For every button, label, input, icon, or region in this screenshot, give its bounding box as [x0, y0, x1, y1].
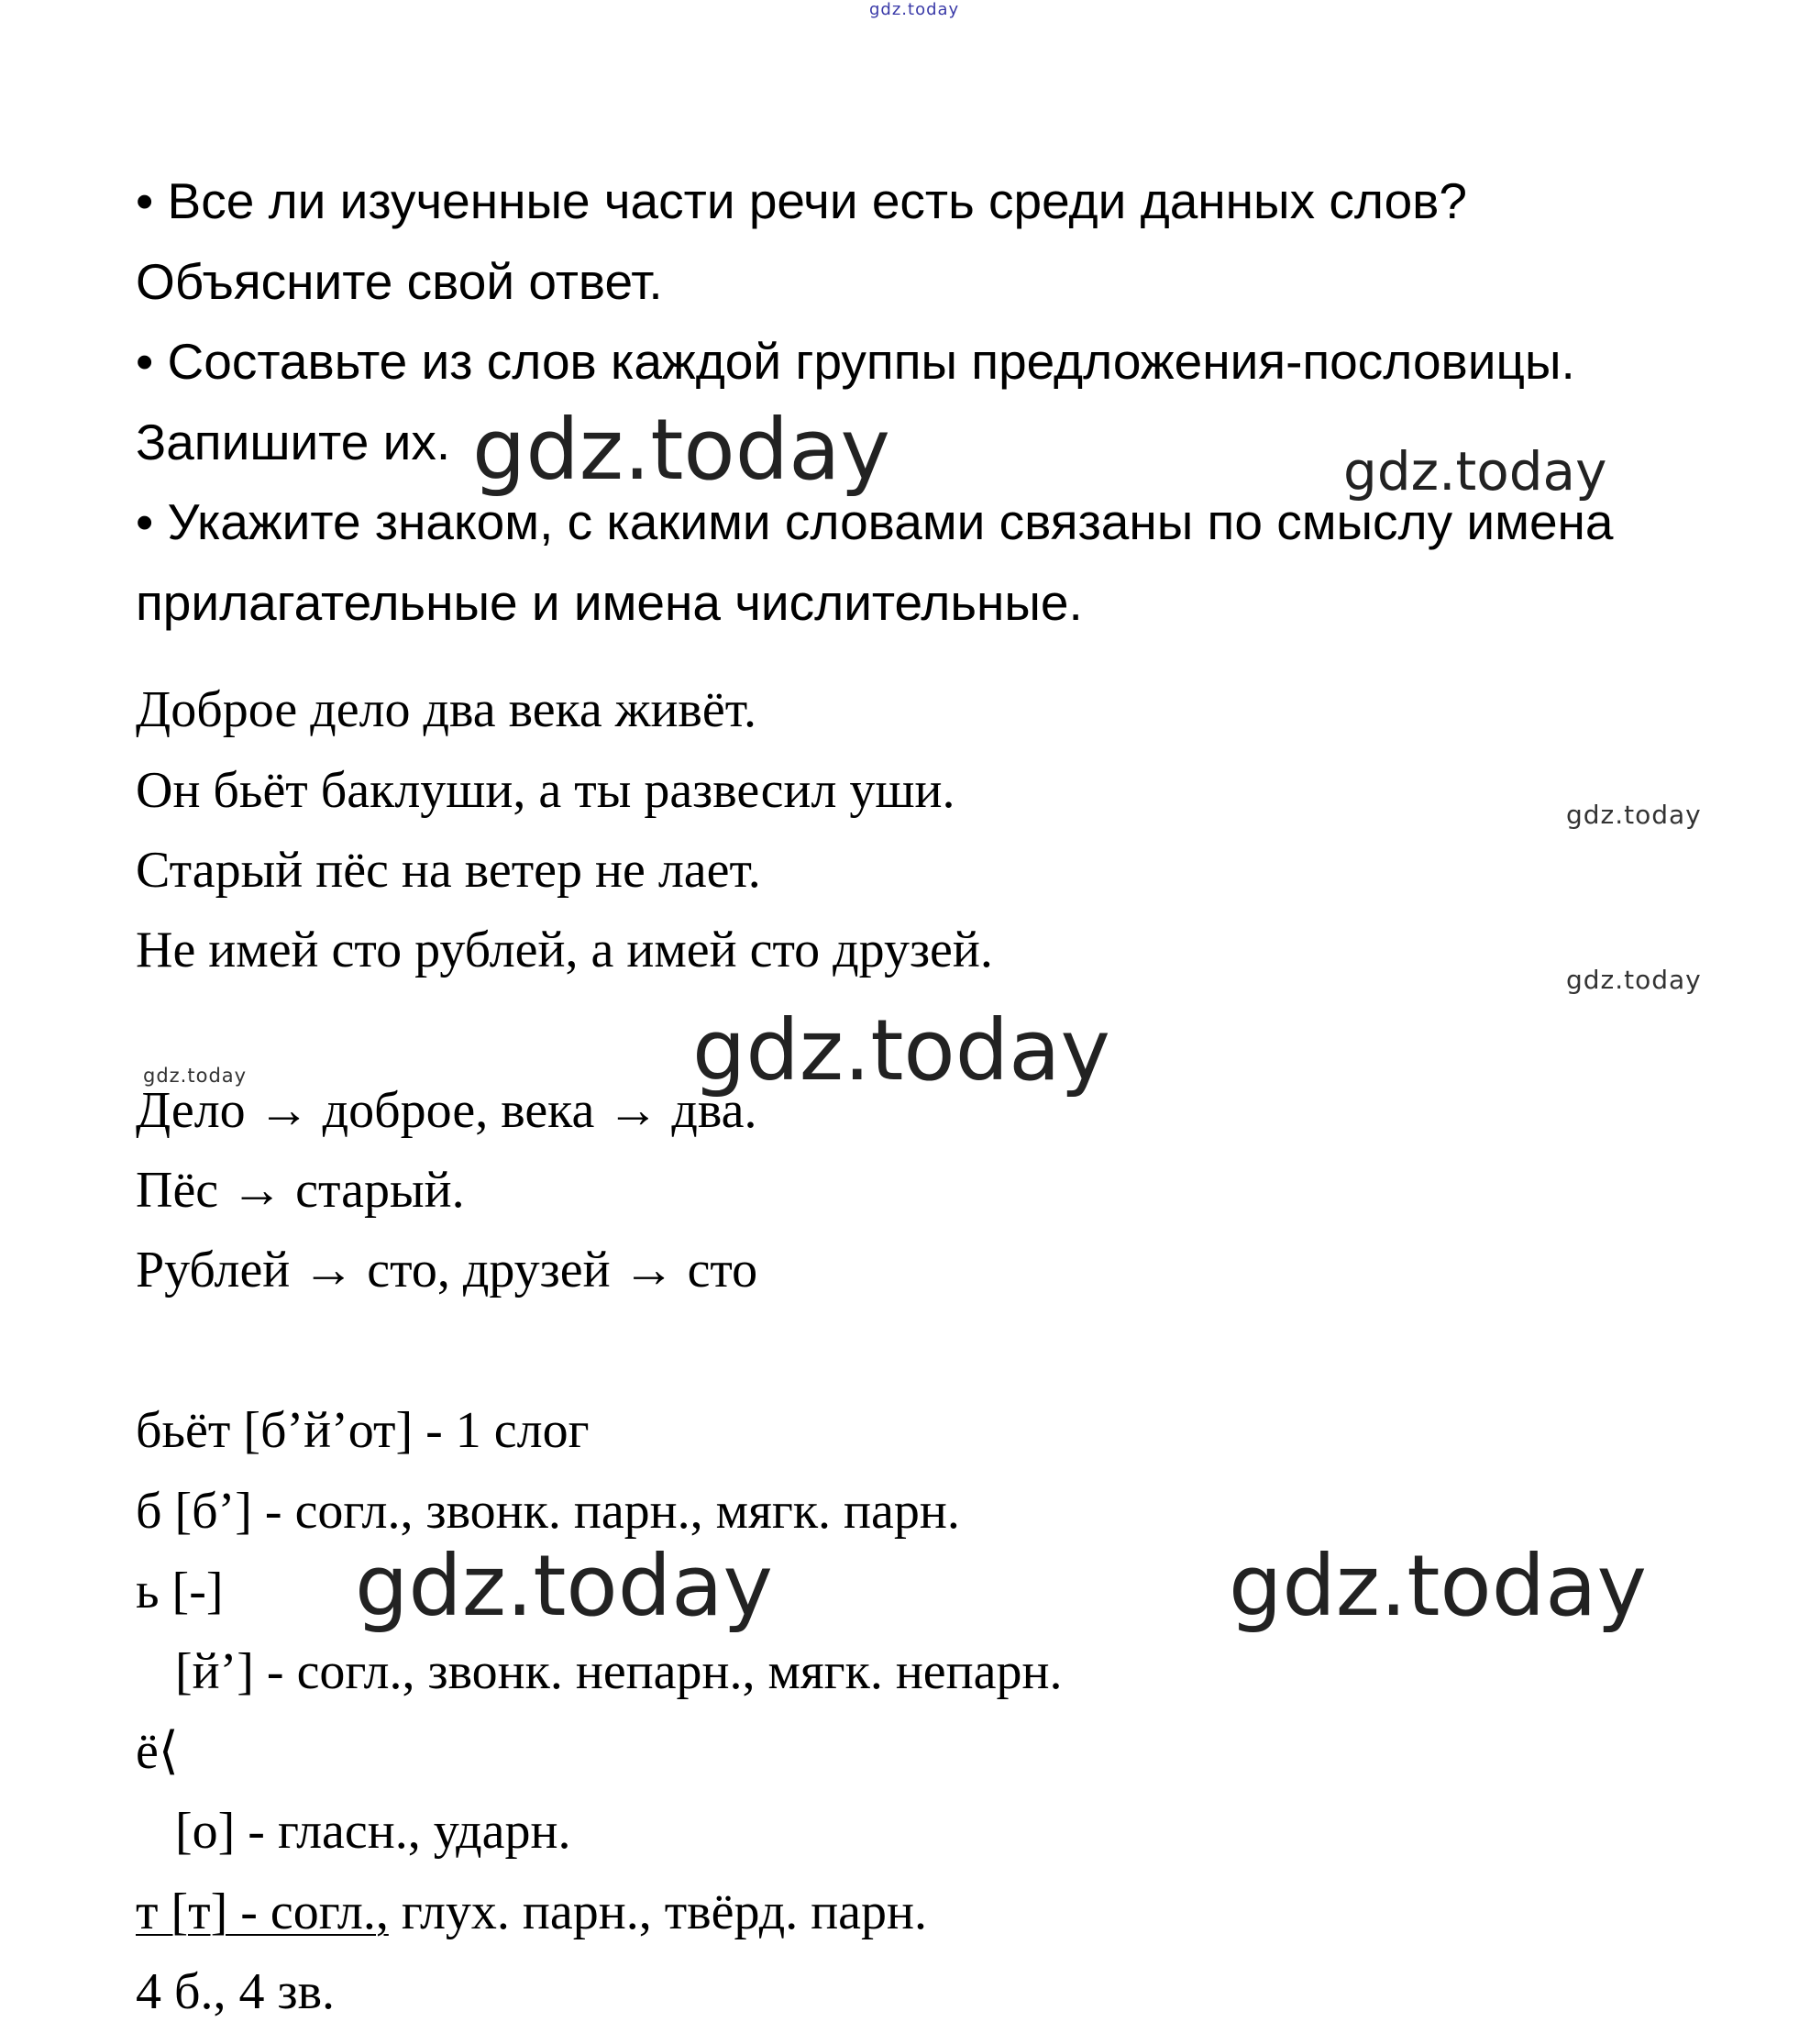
watermark-tiny: gdz.today	[143, 1065, 248, 1087]
task-line-3: • Составьте из слов каждой группы предложения-пословицы.	[136, 333, 1575, 390]
watermark-top: gdz.today	[869, 0, 960, 19]
watermark-large-4: gdz.today	[1229, 1537, 1647, 1635]
proverb-1: Доброе дело два века живёт.	[136, 681, 756, 738]
watermark-medium-1: gdz.today	[1343, 440, 1607, 503]
watermark-large-3: gdz.today	[355, 1537, 773, 1635]
proverb-2: Он бьёт баклуши, а ты развесил уши.	[136, 762, 955, 819]
task-line-2: Объясните свой ответ.	[136, 253, 663, 310]
task-line-1: • Все ли изученные части речи есть среди данных слов?	[136, 172, 1467, 229]
task-line-4: Запишите их.	[136, 414, 451, 470]
link-3: Рублей → сто, друзей → сто	[136, 1242, 758, 1298]
analysis-yo: ё⟨	[136, 1723, 179, 1780]
analysis-total: 4 б., 4 зв.	[136, 1963, 336, 2020]
watermark-large-1: gdz.today	[472, 401, 890, 499]
analysis-t	[136, 1886, 927, 1938]
proverb-3: Старый пёс на ветер не лает.	[136, 842, 761, 899]
task-line-5: • Укажите знаком, с какими словами связаны по смыслу имена	[136, 493, 1614, 550]
proverb-4: Не имей сто рублей, а имей сто друзей.	[136, 922, 993, 978]
watermark-small-2: gdz.today	[1566, 965, 1702, 995]
analysis-word: бьёт [б’й’от] - 1 слог	[136, 1402, 590, 1459]
link-2: Пёс → старый.	[136, 1162, 465, 1219]
analysis-soft-sign: ь [-]	[136, 1563, 224, 1619]
watermark-small-1: gdz.today	[1566, 800, 1702, 830]
link-1: Дело → доброе, века → два.	[136, 1082, 757, 1139]
task-line-6: прилагательные и имена числительные.	[136, 574, 1083, 631]
analysis-t-underlined: т [т] - согл.,	[136, 1884, 389, 1940]
analysis-o: [о] - гласн., ударн.	[175, 1803, 571, 1860]
analysis-j: [й’] - согл., звонк. непарн., мягк. непарн.	[175, 1643, 1063, 1700]
analysis-b: б [б’] - согл., звонк. парн., мягк. парн.	[136, 1483, 960, 1540]
analysis-t-rest: глух. парн., твёрд. парн.	[388, 1884, 928, 1940]
watermark-large-2: gdz.today	[692, 1001, 1110, 1099]
